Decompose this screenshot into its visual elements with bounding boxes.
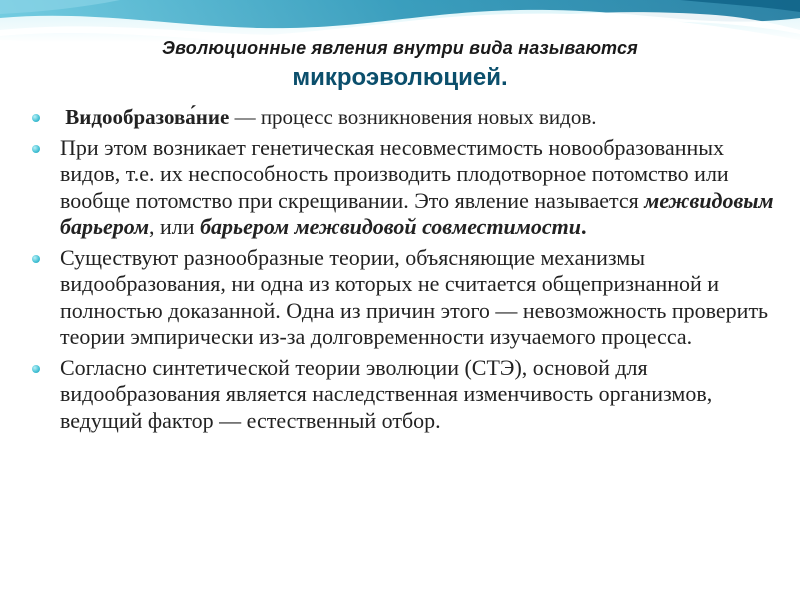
- emphasis-compatibility-barrier: барьером межвидовой совместимости: [200, 214, 581, 239]
- bullet-list: [30, 104, 782, 438]
- slide-title: Эволюционные явления внутри вида называются: [162, 38, 638, 58]
- bullet-dot-icon: [32, 145, 40, 153]
- term-speciation: Видообразова́ние: [65, 105, 230, 129]
- paragraph-text: Согласно синтетической теории эволюции (СТЭ), основой для видообразования является наследственная изменчивость организмов, ведущий фактор — естественный отбор.: [60, 354, 713, 433]
- definition-text: — процесс возникновения новых видов.: [229, 105, 597, 129]
- bullet-dot-icon: [32, 255, 40, 263]
- paragraph-text: При этом возникает генетическая несовместимость новообразованных видов, т.е. их неспособность производить плодотворное потомство или вообще потомство при скрещивании. Это явление называется: [60, 134, 729, 213]
- list-item: [30, 135, 782, 241]
- slide-title-highlight: микроэволюцией.: [292, 64, 508, 91]
- bullet-dot-icon: [32, 365, 40, 373]
- paragraph-end-period: .: [580, 214, 587, 239]
- list-item: [30, 355, 782, 435]
- bullet-dot-icon: [32, 114, 40, 122]
- emphasis-interspecies-barrier: межвидовым барьером: [60, 187, 774, 239]
- list-item: [30, 104, 782, 131]
- paragraph-text: Существуют разнообразные теории, объясняющие механизмы видообразования, ни одна из которых не считается общепризнанной и полностью доказанной. Одна из причин этого — невозможность проверить теории эмпирически из-за долговременности изучаемого процесса.: [60, 244, 769, 349]
- list-item: [30, 245, 782, 351]
- paragraph-text-connector: , или: [149, 214, 201, 239]
